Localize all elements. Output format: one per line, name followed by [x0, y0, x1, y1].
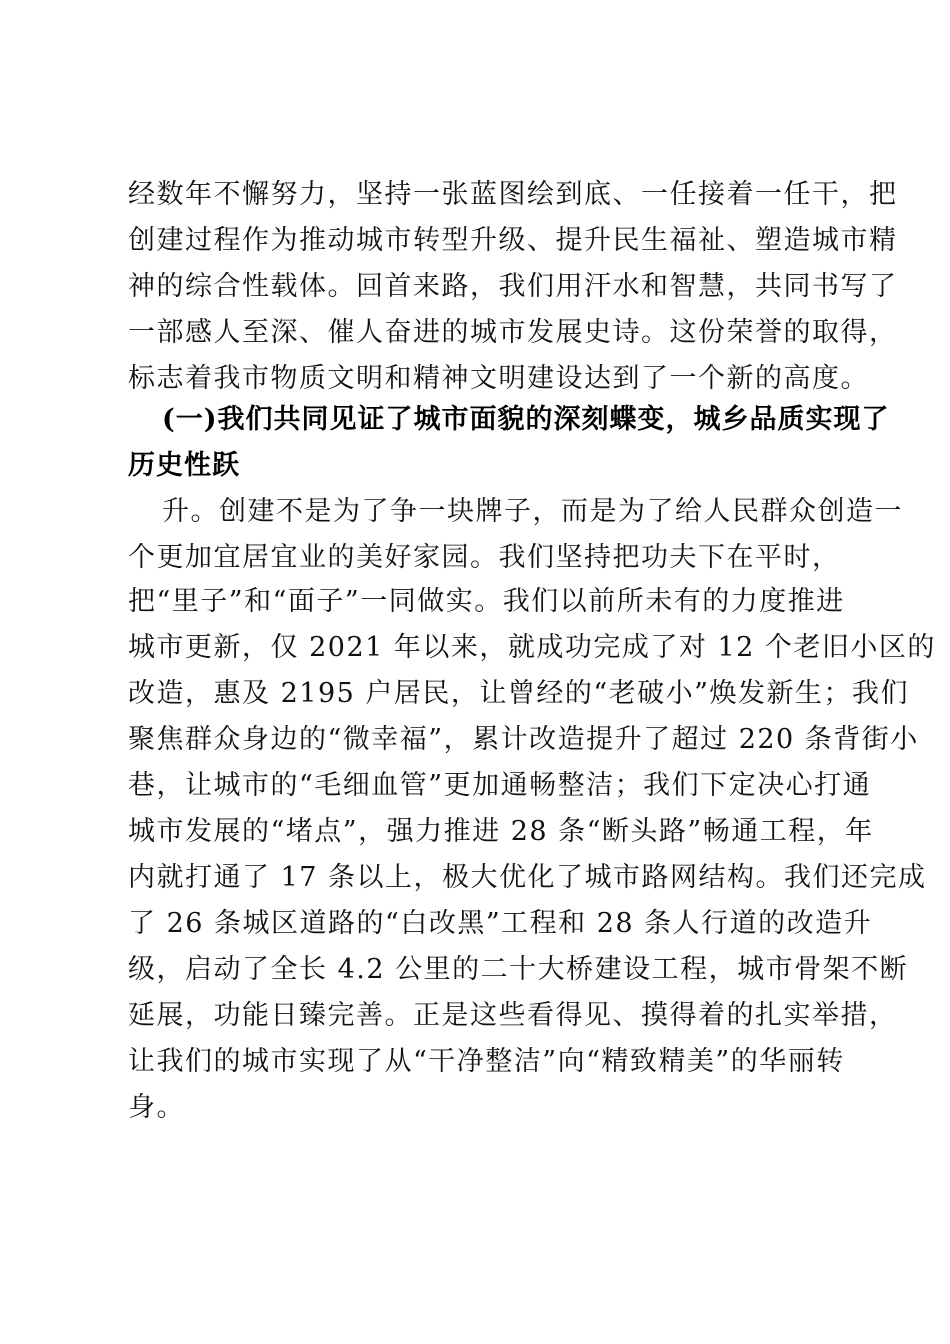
- text-line: 标志着我市物质文明和精神文明建设达到了一个新的高度。: [128, 363, 869, 394]
- heading-line: 历史性跃: [128, 450, 240, 481]
- text-line: 神的综合性载体。回首来路，我们用汗水和智慧，共同书写了: [128, 271, 898, 302]
- text-line: 个更加宜居宜业的美好家园。我们坚持把功夫下在平时，: [128, 542, 841, 573]
- text-line: 创建过程作为推动城市转型升级、提升民生福祉、塑造城市精: [128, 225, 898, 256]
- text-line: 一部感人至深、催人奋进的城市发展史诗。这份荣誉的取得，: [128, 317, 898, 348]
- text-line: 身。: [128, 1092, 185, 1123]
- heading-line: (一)我们共同见证了城市面貌的深刻蝶变，城乡品质实现了: [162, 404, 890, 435]
- text-line: 了 26 条城区道路的“白改黑”工程和 28 条人行道的改造升: [128, 908, 873, 939]
- text-line: 级，启动了全长 4.2 公里的二十大桥建设工程，城市骨架不断: [128, 954, 909, 985]
- text-line: 城市发展的“堵点”，强力推进 28 条“断头路”畅通工程，年: [128, 816, 874, 847]
- text-line: 聚焦群众身边的“微幸福”，累计改造提升了超过 220 条背街小: [128, 724, 919, 755]
- text-line: 让我们的城市实现了从“干净整洁”向“精致精美”的华丽转: [128, 1046, 845, 1077]
- text-line: 升。创建不是为了争一块牌子，而是为了给人民群众创造一: [162, 496, 903, 527]
- text-line: 延展，功能日臻完善。正是这些看得见、摸得着的扎实举措，: [128, 1000, 898, 1031]
- text-line: 把“里子”和“面子”一同做实。我们以前所未有的力度推进: [128, 586, 845, 617]
- text-line: 城市更新，仅 2021 年以来，就成功完成了对 12 个老旧小区的: [128, 632, 936, 663]
- text-line: 改造，惠及 2195 户居民，让曾经的“老破小”焕发新生；我们: [128, 678, 909, 709]
- text-line: 内就打通了 17 条以上，极大优化了城市路网结构。我们还完成: [128, 862, 927, 893]
- text-line: 巷，让城市的“毛细血管”更加通畅整洁；我们下定决心打通: [128, 770, 872, 801]
- text-line: 经数年不懈努力，坚持一张蓝图绘到底、一任接着一任干，把: [128, 179, 898, 210]
